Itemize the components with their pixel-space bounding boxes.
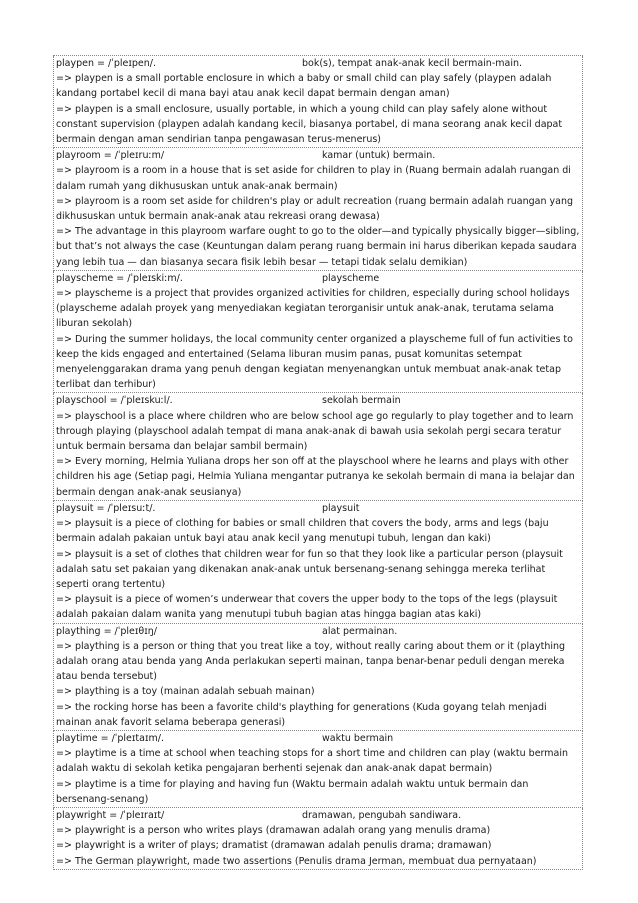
- entry-0: [53, 56, 583, 148]
- entry-translation: playsuit: [322, 502, 360, 514]
- example-sentence: => Every morning, Helmia Yuliana drops her son off at the playschool where he learns and plays with other children his age (Setiap pagi, Helmia Yuliana mengantar putranya ke sekolah bermain di mana ia belajar dan bermain dengan anak-anak seusianya): [56, 456, 575, 498]
- entry-translation: alat permainan.: [322, 625, 398, 637]
- entry-heading: [56, 56, 580, 71]
- example-sentence: => playpen is a small portable enclosure in which a baby or small child can play safely (playpen adalah kandang portabel kecil di mana bayi atau anak kecil dapat bermain dengan aman): [56, 73, 552, 100]
- entry-term: playsuit = /ˈpleɪsuːt/.: [56, 502, 156, 514]
- example-sentence: => playtime is a time for playing and having fun (Waktu bermain adalah waktu untuk bermain dan bersenang-senang): [56, 778, 529, 805]
- entry-2: [53, 271, 583, 394]
- entry-heading: [56, 148, 580, 163]
- entry-7: [53, 808, 583, 870]
- example-sentence: => playwright is a writer of plays; dramatist (dramawan adalah penulis drama; dramawan): [56, 840, 492, 852]
- entry-translation: playscheme: [322, 272, 380, 284]
- entry-heading: [56, 271, 580, 286]
- entry-heading: [56, 393, 580, 408]
- entry-translation: dramawan, pengubah sandiwara.: [302, 809, 462, 821]
- example-sentence: => playroom is a room in a house that is set aside for children to play in (Ruang bermain adalah ruangan di dalam rumah yang dikhususkan untuk anak-anak bermain): [56, 165, 571, 192]
- entry-term: playschool = /ˈpleɪskuːl/.: [56, 395, 173, 407]
- entry-heading: [56, 808, 580, 823]
- entry-term: playroom = /ˈpleɪruːm/: [56, 150, 165, 162]
- entry-term: plaything = /ˈpleɪθɪŋ/: [56, 625, 157, 637]
- entry-term: playpen = /ˈpleɪpen/.: [56, 58, 156, 69]
- entry-heading: [56, 501, 580, 516]
- entry-6: [53, 731, 583, 808]
- example-sentence: => playschool is a place where children who are below school age go regularly to play together and to learn through playing (playschool adalah tempat di mana anak-anak di bawah usia sekolah pergi secara teratur untuk bermain bersama dan belajar sambil bermain): [56, 410, 574, 453]
- example-sentence: => playwright is a person who writes plays (dramawan adalah orang yang menulis drama): [56, 825, 491, 837]
- example-sentence: => playsuit is a set of clothes that children wear for fun so that they look like a particular person (playsuit adalah satu set pakaian yang dikenakan anak-anak untuk bersenang-senang sehingga mereka terlihat seperti orang tertentu): [56, 548, 563, 590]
- entry-3: [53, 393, 583, 500]
- example-sentence: => plaything is a person or thing that you treat like a toy, without really caring about them or it (plaything adalah orang atau benda yang Anda perlakukan seperti mainan, tanpa benar-benar peduli dengan mereka atau benda tersebut): [56, 640, 566, 683]
- example-sentence: => playsuit is a piece of clothing for babies or small children that covers the body, arms and legs (baju bermain adalah pakaian untuk bayi atau anak kecil yang menutupi tubuh, lengan dan kaki): [56, 518, 549, 545]
- entry-heading: [56, 624, 580, 639]
- example-sentence: => playtime is a time at school when teaching stops for a short time and children can play (waktu bermain adalah waktu di sekolah ketika pengajaran berhenti sejenak dan anak-anak dapat bermain): [56, 748, 569, 775]
- vocabulary-list: [53, 55, 583, 870]
- entry-5: [53, 624, 583, 731]
- entry-term: playtime = /ˈpleɪtaɪm/.: [56, 732, 164, 744]
- entry-term: playwright = /ˈpleɪraɪt/: [56, 809, 165, 821]
- entry-translation: waktu bermain: [322, 732, 394, 744]
- entry-translation: bok(s), tempat anak-anak kecil bermain-main.: [302, 58, 523, 69]
- example-sentence: => playroom is a room set aside for children's play or adult recreation (ruang bermain adalah ruangan yang dikhususkan untuk bermain anak-anak atau rekreasi orang dewasa): [56, 195, 574, 223]
- example-sentence: => plaything is a toy (mainan adalah sebuah mainan): [56, 686, 315, 698]
- entry-4: [53, 501, 583, 624]
- example-sentence: => playpen is a small enclosure, usually portable, in which a young child can play safely alone without constant supervision (playpen adalah kandang kecil, biasanya portabel, di mana seorang anak kecil dapat bermain dengan aman sendirian tanpa pengawasan terus-menerus): [56, 103, 563, 146]
- example-sentence: => The German playwright, made two assertions (Penulis drama Jerman, membuat dua pernyataan): [56, 855, 537, 867]
- entry-1: [53, 148, 583, 271]
- example-sentence: => playscheme is a project that provides organized activities for children, especially during school holidays (playscheme adalah proyek yang menyediakan kegiatan terorganisir untuk anak-anak, terutama selama liburan sekolah): [56, 288, 570, 330]
- entry-translation: kamar (untuk) bermain.: [322, 150, 436, 162]
- example-sentence: => playsuit is a piece of women’s underwear that covers the upper body to the tops of the legs (playsuit adalah pakaian dalam wanita yang menutupi tubuh bagian atas hingga bagian atas kaki): [56, 594, 558, 621]
- entry-term: playscheme = /ˈpleɪskiːm/.: [56, 272, 183, 284]
- entry-heading: [56, 731, 580, 746]
- example-sentence: => During the summer holidays, the local community center organized a playscheme full of fun activities to keep the kids engaged and entertained (Selama liburan musim panas, pusat komunitas setempat menyelenggarakan drama yang penuh dengan kegiatan menyenangkan untuk membuat anak-anak tetap terlibat dan terhibur): [56, 333, 573, 391]
- entry-translation: sekolah bermain: [322, 395, 401, 407]
- example-sentence: => The advantage in this playroom warfare ought to go to the older—and typically physically bigger—sibling, but that’s not always the case (Keuntungan dalam perang ruang bermain ini harus diberikan kepada saudara yang lebih tua — dan biasanya secara fisik lebih besar — tetapi tidak selalu demikian): [56, 226, 580, 268]
- example-sentence: => the rocking horse has been a favorite child's plaything for generations (Kuda goyang telah menjadi mainan anak favorit selama beberapa generasi): [56, 701, 547, 728]
